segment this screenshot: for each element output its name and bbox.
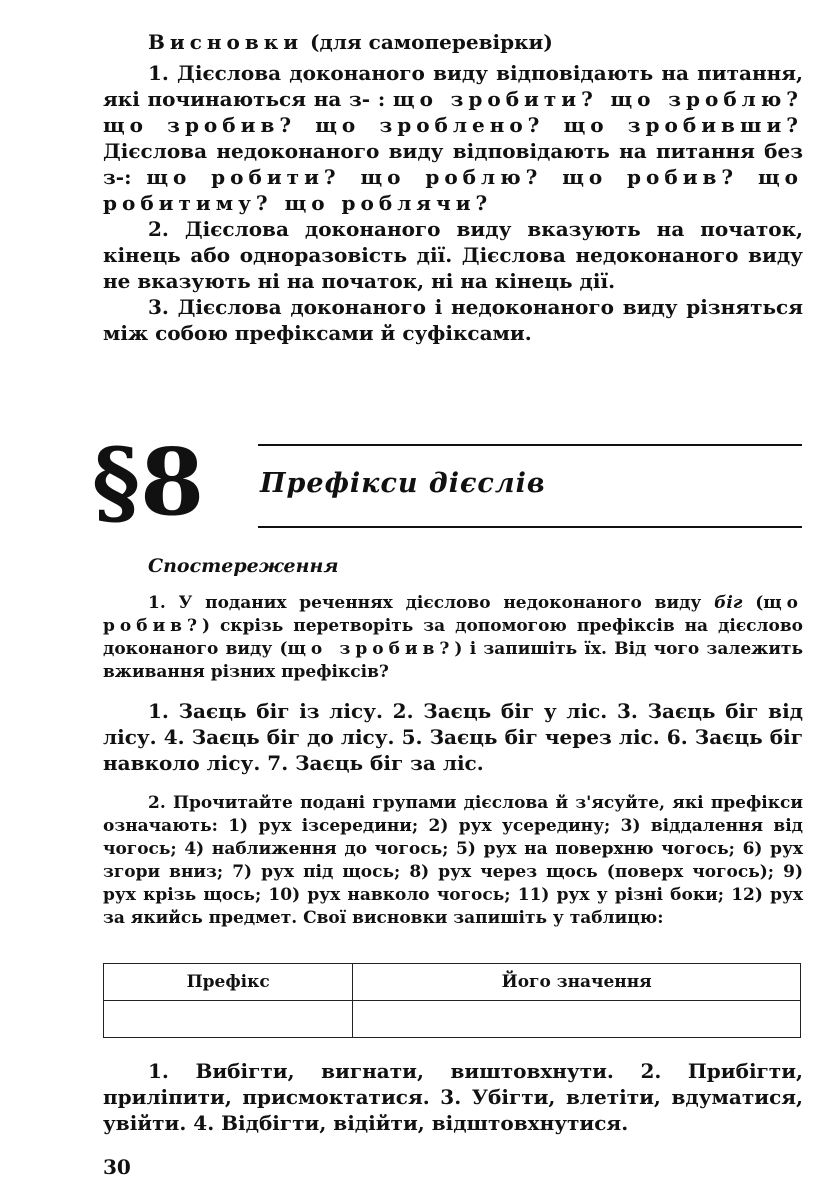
task-1-text bbox=[103, 592, 803, 684]
conclusion-2: 2. Дієслова доконаного виду вказують на початок, кінець або одноразовість дії. Дієслова недоконаного виду не вказують ні на початок, ні на кінець дії. bbox=[103, 217, 803, 293]
example-sentences: 1. Заєць біг із лісу. 2. Заєць біг у ліс. 3. Заєць біг від лісу. 4. Заєць біг до лісу. 5. Заєць біг через ліс. 6. Заєць біг навколо лісу. 7. Заєць біг за ліс. bbox=[103, 699, 803, 775]
conclusion-3: 3. Дієслова доконаного і недоконаного виду різняться між собою префіксами й суфіксами. bbox=[103, 295, 803, 345]
page-number: 30 bbox=[103, 1155, 131, 1179]
conclusion-1-questions-perfective: що зробити? що зроблю? що зробив? що зроблено? що зробивши? bbox=[103, 87, 803, 137]
conclusion-1 bbox=[103, 60, 803, 216]
section-rule-top bbox=[258, 444, 802, 446]
conclusion-1-mid: Дієслова недоконаного виду відповідають на питання без з-: bbox=[103, 139, 803, 189]
observations-heading: Спостереження bbox=[148, 555, 339, 577]
task-1-part-a: 1. У поданих реченнях дієслово недоконаного виду bbox=[148, 593, 715, 613]
table-header-prefix: Префікс bbox=[104, 964, 353, 1001]
section-number: §8 bbox=[92, 428, 205, 536]
verbs-block bbox=[103, 1058, 803, 1136]
task-1-question-2: що зробив? bbox=[287, 639, 455, 659]
section-title: Префікси дієслів bbox=[260, 468, 546, 499]
conclusions-heading-spaced: Висновки bbox=[148, 30, 304, 54]
conclusions-heading bbox=[148, 30, 553, 54]
task-2-block bbox=[103, 792, 803, 930]
table-cell-empty bbox=[353, 1001, 801, 1038]
conclusion-1-lead: 1. Дієслова доконаного виду відповідають на питання, які починаються на з- : bbox=[103, 61, 803, 111]
table-header-meaning: Його значення bbox=[353, 964, 801, 1001]
table-header-row bbox=[104, 964, 801, 1001]
conclusions-heading-rest: (для самоперевірки) bbox=[303, 30, 553, 54]
section-rule-bottom bbox=[258, 526, 802, 528]
prefix-table bbox=[103, 963, 801, 1038]
task-1-part-c: ) скрізь перетворіть за допомогою префіксів на дієслово доконаного виду ( bbox=[103, 616, 803, 659]
task-1-question-1: що робив? bbox=[103, 593, 803, 636]
task-2-text: 2. Прочитайте подані групами дієслова й з'ясуйте, які префікси означають: 1) рух ізсередини; 2) рух усередину; 3) віддалення від чогось; 4) наближення до чогось; 5) рух на поверхню чогось; 6) рух згори вниз; 7) рух під щось; 8) рух через щось (поверх чогось); 9) рух крізь щось; 10) рух навколо чогось; 11) рух у різні боки; 12) рух за якийсь предмет. Свої висновки запишіть у таблицю: bbox=[103, 793, 803, 928]
verb-groups: 1. Вибігти, вигнати, виштовхнути. 2. Прибігти, приліпити, присмоктатися. 3. Убігти, влетіти, вдуматися, увійти. 4. Відбігти, відійти, відштовхнутися. bbox=[103, 1059, 803, 1135]
task-1-part-b: ( bbox=[742, 593, 764, 613]
task-1-sentences bbox=[103, 698, 803, 776]
task-1-part-d: ) і запишіть їх. Від чого залежить вживання різних префіксів? bbox=[103, 639, 804, 682]
conclusions-block bbox=[103, 60, 803, 346]
task-1-verb: біг bbox=[714, 593, 743, 613]
table-cell-empty bbox=[104, 1001, 353, 1038]
task-1-block bbox=[103, 592, 803, 684]
table-empty-row bbox=[104, 1001, 801, 1038]
conclusion-1-questions-imperfective: що робити? що роблю? що робив? що робитиму? що роблячи? bbox=[103, 165, 804, 215]
